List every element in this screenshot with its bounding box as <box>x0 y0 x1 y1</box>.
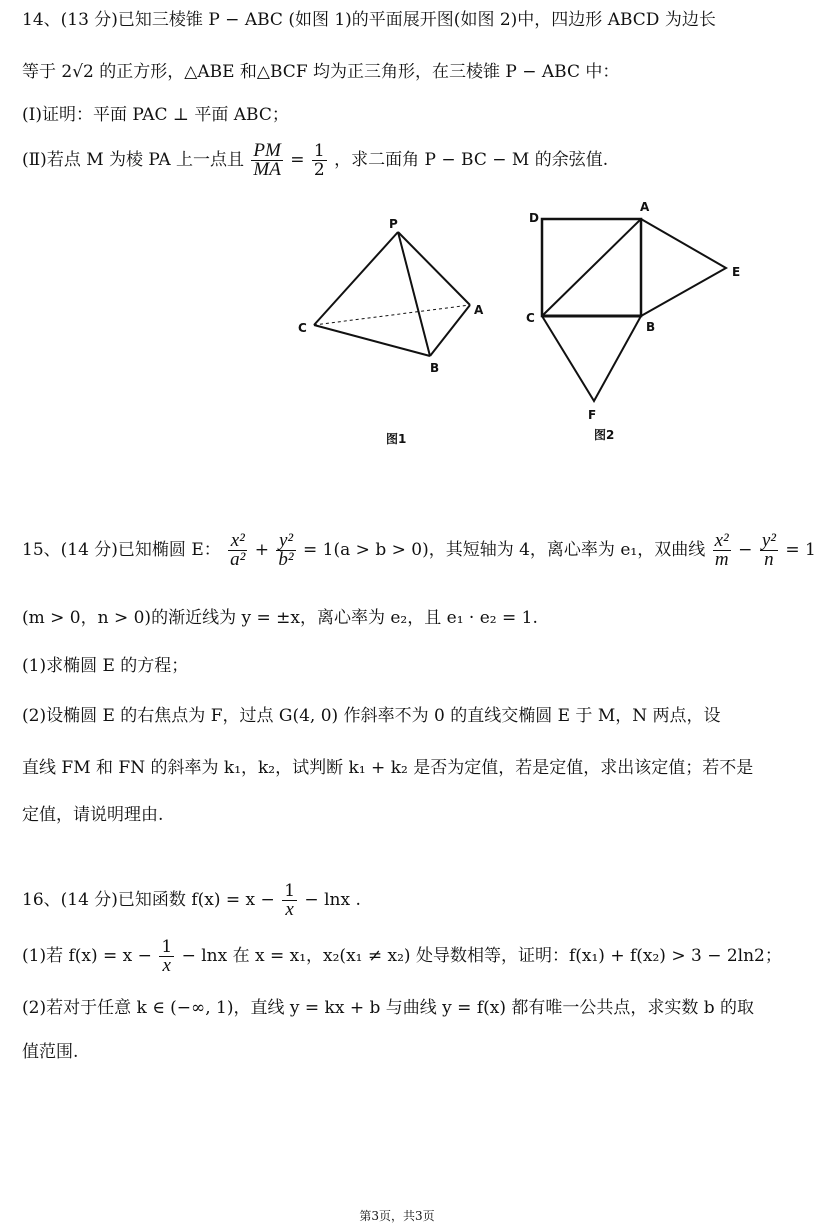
q16-part-1-text-b: − lnx 在 x = x₁，x₂(x₁ ≠ x₂) 处导数相等，证明：f(x₁) + f(x₂) > 3 − 2ln2； <box>181 946 782 966</box>
ratio-pm-ma <box>251 142 282 179</box>
edge-pb <box>398 232 430 356</box>
one-half <box>312 142 327 179</box>
q15-line-1 <box>22 528 816 572</box>
q14-line-2: 等于 2√2 的正方形，△ABE 和△BCF 均为正三角形，在三棱锥 P − ABC 中： <box>22 62 620 82</box>
q14-part-2-text-a: (Ⅱ)若点 M 为棱 PA 上一点且 <box>22 150 244 170</box>
half-denominator: 2 <box>313 160 325 180</box>
frac-x-2: x <box>162 955 171 976</box>
edge-cb <box>314 325 430 356</box>
label-a: A <box>640 200 650 214</box>
q15-part-1: (1)求椭圆 E 的方程； <box>22 656 189 676</box>
edge-ba <box>430 305 470 356</box>
q15-line-2: (m > 0，n > 0)的渐近线为 y = ±x，离心率为 e₂，且 e₁ · e₂ = 1. <box>22 608 538 628</box>
hyperbola-x-term <box>713 532 731 569</box>
hy-squared: y² <box>761 530 776 551</box>
figure-1-tetrahedron <box>290 210 500 450</box>
frac-one: 1 <box>284 881 296 901</box>
frac-one-2: 1 <box>161 937 173 957</box>
label-b: B <box>430 361 440 375</box>
a-squared: a² <box>230 549 246 570</box>
q14-part-1: (Ⅰ)证明：平面 PAC ⊥ 平面 ABC； <box>22 105 289 125</box>
q16-part-2-line-1: (2)若对于任意 k ∈ (−∞, 1)，直线 y = kx + b 与曲线 y = f(x) 都有唯一公共点，求实数 b 的取 <box>22 998 755 1018</box>
equals-sign: = <box>290 150 305 170</box>
ratio-numerator: PM <box>253 140 281 161</box>
page-footer: 第3页，共3页 <box>359 1209 435 1223</box>
edge-pc <box>314 232 398 325</box>
hx-squared: x² <box>714 530 729 551</box>
q16-part-2-line-2: 值范围. <box>22 1042 79 1062</box>
label-b: B <box>646 320 656 334</box>
edge-ca-hidden <box>314 305 470 325</box>
label-c: C <box>298 321 307 335</box>
edge-pa <box>398 232 470 305</box>
triangle-abe <box>641 219 726 316</box>
m-denominator: m <box>714 549 729 570</box>
y-squared: y² <box>276 532 295 551</box>
n-denominator: n <box>764 549 774 570</box>
q14-part-2 <box>22 140 776 180</box>
q16-part-1-text-a: (1)若 f(x) = x − <box>22 946 152 966</box>
x-squared: x² <box>228 532 247 551</box>
minus-sign: − <box>738 540 753 560</box>
q14-part-2-text-b: ，求二面角 P − BC − M 的余弦值. <box>334 150 609 170</box>
one-over-x-2 <box>159 938 174 975</box>
q15-part-2-line-3: 定值，请说明理由. <box>22 805 164 825</box>
q15-text-b: = 1(a > b > 0)，其短轴为 4，离心率为 e₁，双曲线 <box>303 540 706 560</box>
q15-text-a: 15、(14 分)已知椭圆 E： <box>22 540 221 560</box>
triangle-bcf <box>542 316 641 401</box>
label-p: P <box>389 217 398 231</box>
label-f: F <box>588 408 597 422</box>
frac-x: x <box>285 899 294 920</box>
q14-line-1: 14、(13 分)已知三棱锥 P − ABC (如图 1)的平面展开图(如图 2)中，四边形 ABCD 为边长 <box>22 10 716 30</box>
equals-one: = 1 <box>785 540 816 560</box>
q16-part-1 <box>22 936 782 976</box>
half-numerator: 1 <box>313 141 325 161</box>
ellipse-y-term <box>276 532 295 569</box>
figure-1-caption: 图1 <box>386 432 407 446</box>
plus-sign: + <box>254 540 270 560</box>
label-a: A <box>474 303 484 317</box>
figure-2-net <box>520 195 760 450</box>
diagonal-ca <box>542 219 641 316</box>
label-c: C <box>526 311 535 325</box>
ratio-denominator: MA <box>253 159 281 180</box>
q16-text-a: 16、(14 分)已知函数 f(x) = x − <box>22 890 275 910</box>
label-d: D <box>529 211 539 225</box>
q15-part-2-line-2: 直线 FM 和 FN 的斜率为 k₁，k₂，试判断 k₁ + k₂ 是否为定值，若是定值，求出该定值；若不是 <box>22 758 754 778</box>
one-over-x <box>282 882 297 919</box>
q16-line-1 <box>22 880 776 920</box>
q16-text-b: − lnx . <box>304 890 361 910</box>
ellipse-x-term <box>228 532 247 569</box>
hyperbola-y-term <box>760 532 778 569</box>
q15-part-2-line-1: (2)设椭圆 E 的右焦点为 F，过点 G(4, 0) 作斜率不为 0 的直线交椭圆 E 于 M，N 两点，设 <box>22 706 721 726</box>
figure-2-caption: 图2 <box>594 428 615 442</box>
label-e: E <box>732 265 741 279</box>
b-squared: b² <box>278 549 294 570</box>
